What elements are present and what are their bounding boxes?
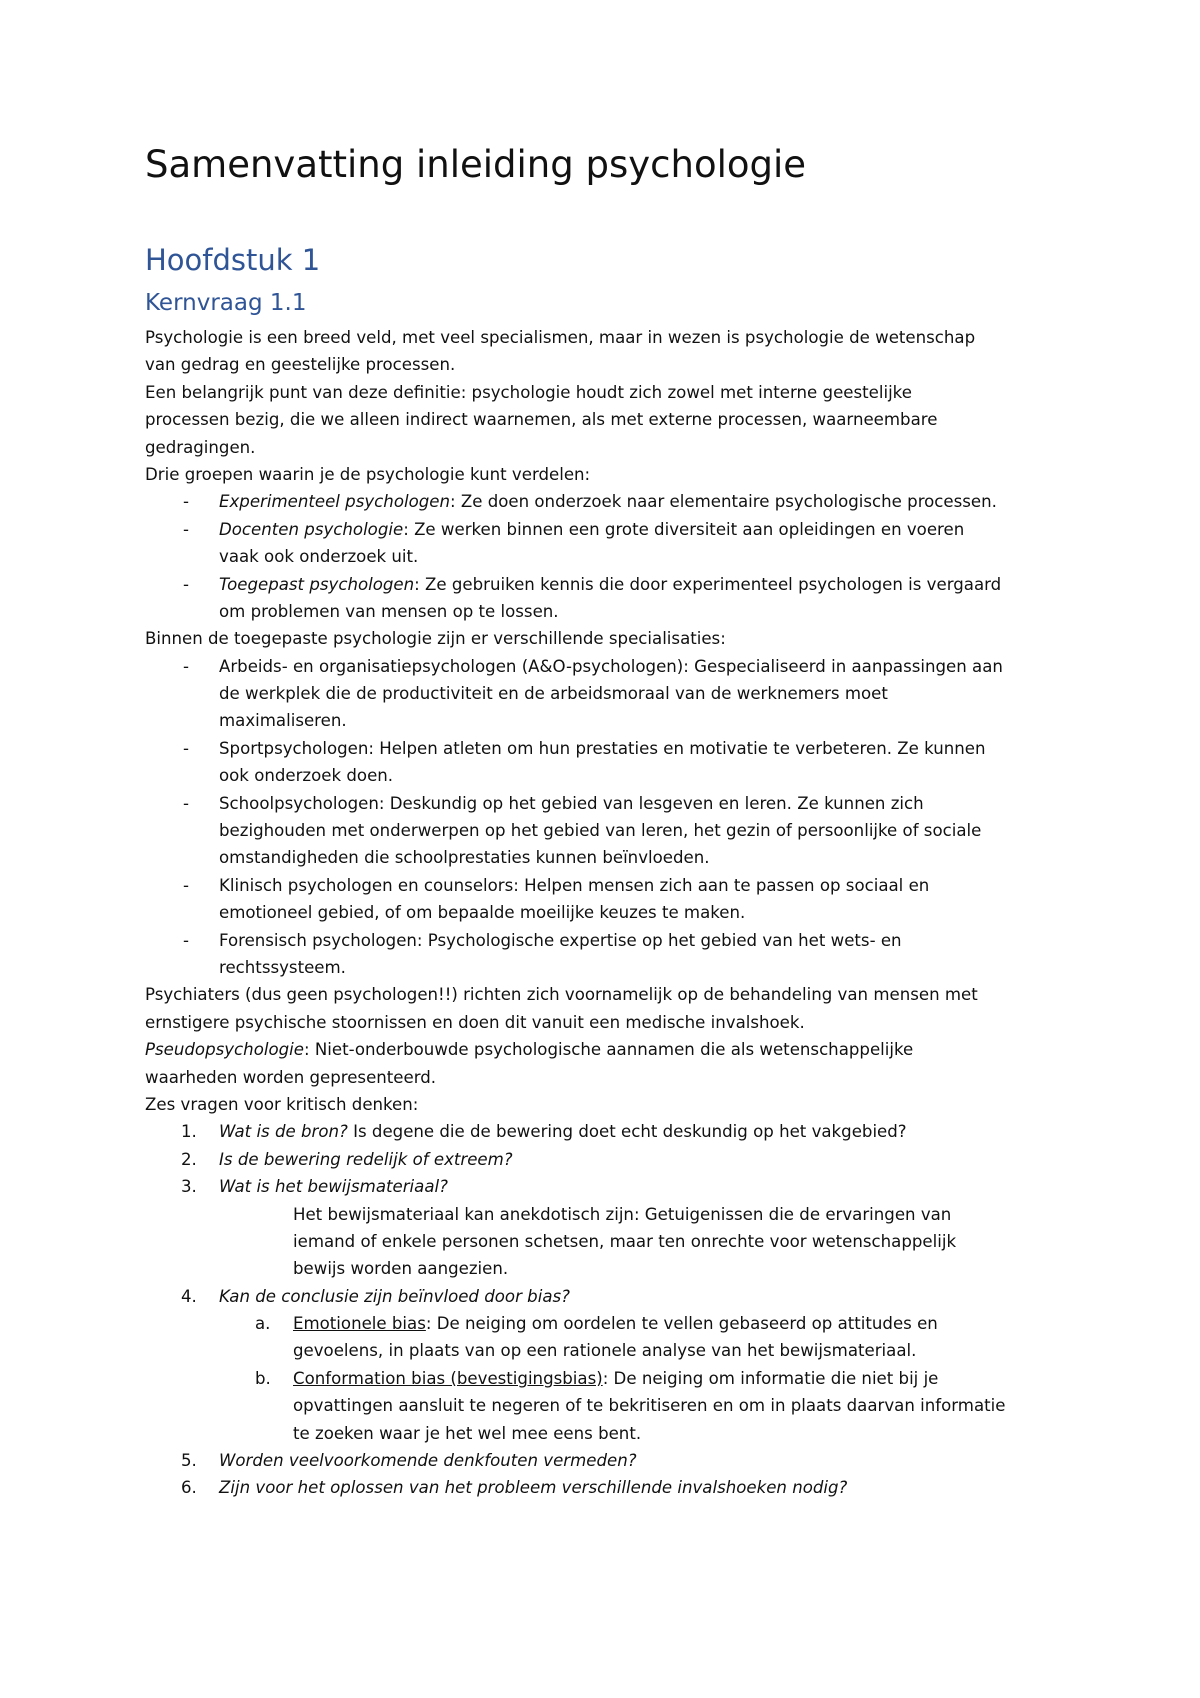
sub-item xyxy=(145,1365,1075,1447)
term: Experimenteel psychologen xyxy=(219,492,450,512)
term: Toegepast psychologen xyxy=(219,574,415,594)
paragraph-definition xyxy=(145,324,1075,379)
list-bullet: - xyxy=(183,574,189,594)
paragraph-key-point xyxy=(145,379,1075,461)
list-item xyxy=(145,653,1075,735)
list-bullet: - xyxy=(183,875,189,895)
sub-item-line xyxy=(145,1310,1075,1337)
text-line: gedragingen. xyxy=(145,437,256,457)
list-line xyxy=(145,927,1075,954)
paragraph-psychiatrists xyxy=(145,981,1075,1036)
question-note xyxy=(145,1201,1075,1283)
list-line xyxy=(145,516,1075,543)
question-item xyxy=(145,1474,1075,1501)
list-number: 5. xyxy=(181,1451,197,1471)
paragraph-specialisations-intro: Binnen de toegepaste psychologie zijn er verschillende specialisaties: xyxy=(145,629,726,649)
list-bullet: - xyxy=(183,793,189,813)
list-item xyxy=(145,790,1075,872)
text-line: Psychiaters (dus geen psychologen!!) richten zich voornamelijk op de behandeling van mensen met xyxy=(145,985,978,1005)
list-item xyxy=(145,571,1075,626)
document-body xyxy=(145,324,1075,1502)
sub-item-line: gevoelens, in plaats van op een rationele analyse van het bewijsmateriaal. xyxy=(293,1341,917,1361)
list-bullet: - xyxy=(183,656,189,676)
text-line: Psychologie is een breed veld, met veel specialismen, maar in wezen is psychologie de wetenschap xyxy=(145,328,976,347)
specialisations-list xyxy=(145,653,1075,982)
term-description: : De neiging om oordelen te vellen gebaseerd op attitudes en xyxy=(425,1314,938,1334)
list-bullet: - xyxy=(183,930,189,950)
list-line: ook onderzoek doen. xyxy=(219,766,394,786)
list-line: bezighouden met onderwerpen op het gebied van leren, het gezin of persoonlijke of sociale xyxy=(219,821,982,841)
list-number: 4. xyxy=(181,1286,197,1306)
note-line: Het bewijsmateriaal kan anekdotisch zijn: Getuigenissen die de ervaringen van xyxy=(293,1204,952,1224)
sub-item-line xyxy=(145,1365,1075,1392)
note-line: iemand of enkele personen schetsen, maar ten onrechte voor wetenschappelijk xyxy=(293,1231,957,1251)
questions-list xyxy=(145,1118,1075,1501)
list-text: Sportpsychologen: Helpen atleten om hun prestaties en motivatie te verbeteren. Ze kunnen xyxy=(219,738,986,758)
term-description: : Ze werken binnen een grote diversiteit aan opleidingen en voeren xyxy=(403,519,965,539)
list-item xyxy=(145,927,1075,982)
list-item xyxy=(145,735,1075,790)
list-line: omstandigheden die schoolprestaties kunnen beïnvloeden. xyxy=(219,848,710,868)
list-item xyxy=(145,516,1075,571)
list-bullet: - xyxy=(183,519,189,539)
term-description: : Ze doen onderzoek naar elementaire psychologische processen. xyxy=(450,492,997,512)
list-line: vaak ook onderzoek uit. xyxy=(219,547,419,567)
document-title: Samenvatting inleiding psychologie xyxy=(145,143,807,186)
term: Pseudopsychologie xyxy=(145,1040,304,1060)
term: Conformation bias (bevestigingsbias) xyxy=(293,1368,603,1388)
list-bullet: - xyxy=(183,492,189,512)
list-item xyxy=(145,872,1075,927)
question-text: Is de bewering redelijk of extreem? xyxy=(219,1149,513,1169)
term-description: : De neiging om informatie die niet bij je xyxy=(602,1368,939,1388)
term: Docenten psychologie xyxy=(219,519,404,539)
paragraph-questions-intro: Zes vragen voor kritisch denken: xyxy=(145,1094,419,1114)
list-number: 2. xyxy=(181,1149,197,1169)
list-line xyxy=(145,653,1075,680)
list-number: 1. xyxy=(181,1122,197,1142)
list-number: 3. xyxy=(181,1177,197,1197)
question-item xyxy=(145,1283,1075,1310)
list-bullet: - xyxy=(183,738,189,758)
sub-item-letter: a. xyxy=(255,1314,271,1334)
text-line: waarheden worden gepresenteerd. xyxy=(145,1067,437,1087)
sub-item xyxy=(145,1310,1075,1365)
text-line: Een belangrijk punt van deze definitie: psychologie houdt zich zowel met interne geestelijke xyxy=(145,382,912,402)
question-text: Worden veelvoorkomende denkfouten vermeden? xyxy=(219,1451,637,1471)
list-line xyxy=(145,872,1075,899)
question-text: Wat is de bron? xyxy=(219,1122,348,1142)
list-line xyxy=(145,790,1075,817)
sub-item-line: opvattingen aansluit te negeren of te bekritiseren en om in plaats daarvan informatie xyxy=(293,1396,1006,1416)
term: Emotionele bias xyxy=(293,1314,426,1334)
question-item xyxy=(145,1173,1075,1200)
list-text: Forensisch psychologen: Psychologische expertise op het gebied van het wets- en xyxy=(219,930,902,950)
paragraph-groups-intro: Drie groepen waarin je de psychologie kunt verdelen: xyxy=(145,464,591,484)
text-line: ernstigere psychische stoornissen en doen dit vanuit een medische invalshoek. xyxy=(145,1012,805,1032)
question-item xyxy=(145,1447,1075,1474)
text-line: processen bezig, die we alleen indirect waarnemen, als met externe processen, waarneembare xyxy=(145,410,938,430)
groups-list xyxy=(145,488,1075,625)
list-line: de werkplek die de productiviteit en de arbeidsmoraal van de werknemers moet xyxy=(219,684,888,704)
list-text: Schoolpsychologen: Deskundig op het gebied van lesgeven en leren. Ze kunnen zich xyxy=(219,793,924,813)
list-line: rechtssysteem. xyxy=(219,957,346,977)
list-line xyxy=(145,735,1075,762)
text-line xyxy=(145,1036,1075,1063)
question-item xyxy=(145,1118,1075,1145)
question-text: Zijn voor het oplossen van het probleem verschillende invalshoeken nodig? xyxy=(219,1478,848,1498)
list-line: om problemen van mensen op te lossen. xyxy=(219,601,559,621)
question-item xyxy=(145,1146,1075,1173)
list-text: Klinisch psychologen en counselors: Helpen mensen zich aan te passen op sociaal en xyxy=(219,875,930,895)
section-heading: Kernvraag 1.1 xyxy=(145,290,307,316)
question-detail: Is degene die de bewering doet echt deskundig op het vakgebied? xyxy=(347,1122,907,1142)
text-line: van gedrag en geestelijke processen. xyxy=(145,355,456,375)
question-text: Kan de conclusie zijn beïnvloed door bias? xyxy=(219,1286,570,1306)
sub-item-letter: b. xyxy=(255,1368,271,1388)
list-text: Arbeids- en organisatiepsychologen (A&O-psychologen): Gespecialiseerd in aanpassingen aan xyxy=(219,656,1003,676)
list-line xyxy=(145,571,1075,598)
sub-item-line: te zoeken waar je het wel mee eens bent. xyxy=(293,1423,642,1443)
paragraph-pseudopsychology xyxy=(145,1036,1075,1091)
list-number: 6. xyxy=(181,1478,197,1498)
term-description: : Niet-onderbouwde psychologische aannamen die als wetenschappelijke xyxy=(303,1040,914,1060)
question-text: Wat is het bewijsmateriaal? xyxy=(219,1177,448,1197)
list-item xyxy=(145,488,1075,515)
list-line: emotioneel gebied, of om bepaalde moeilijke keuzes te maken. xyxy=(219,903,746,923)
term-description: : Ze gebruiken kennis die door experimenteel psychologen is vergaard xyxy=(414,574,1002,594)
list-line: maximaliseren. xyxy=(219,711,347,731)
note-line: bewijs worden aangezien. xyxy=(293,1259,509,1279)
list-line xyxy=(145,488,1075,515)
chapter-heading: Hoofdstuk 1 xyxy=(145,243,321,277)
